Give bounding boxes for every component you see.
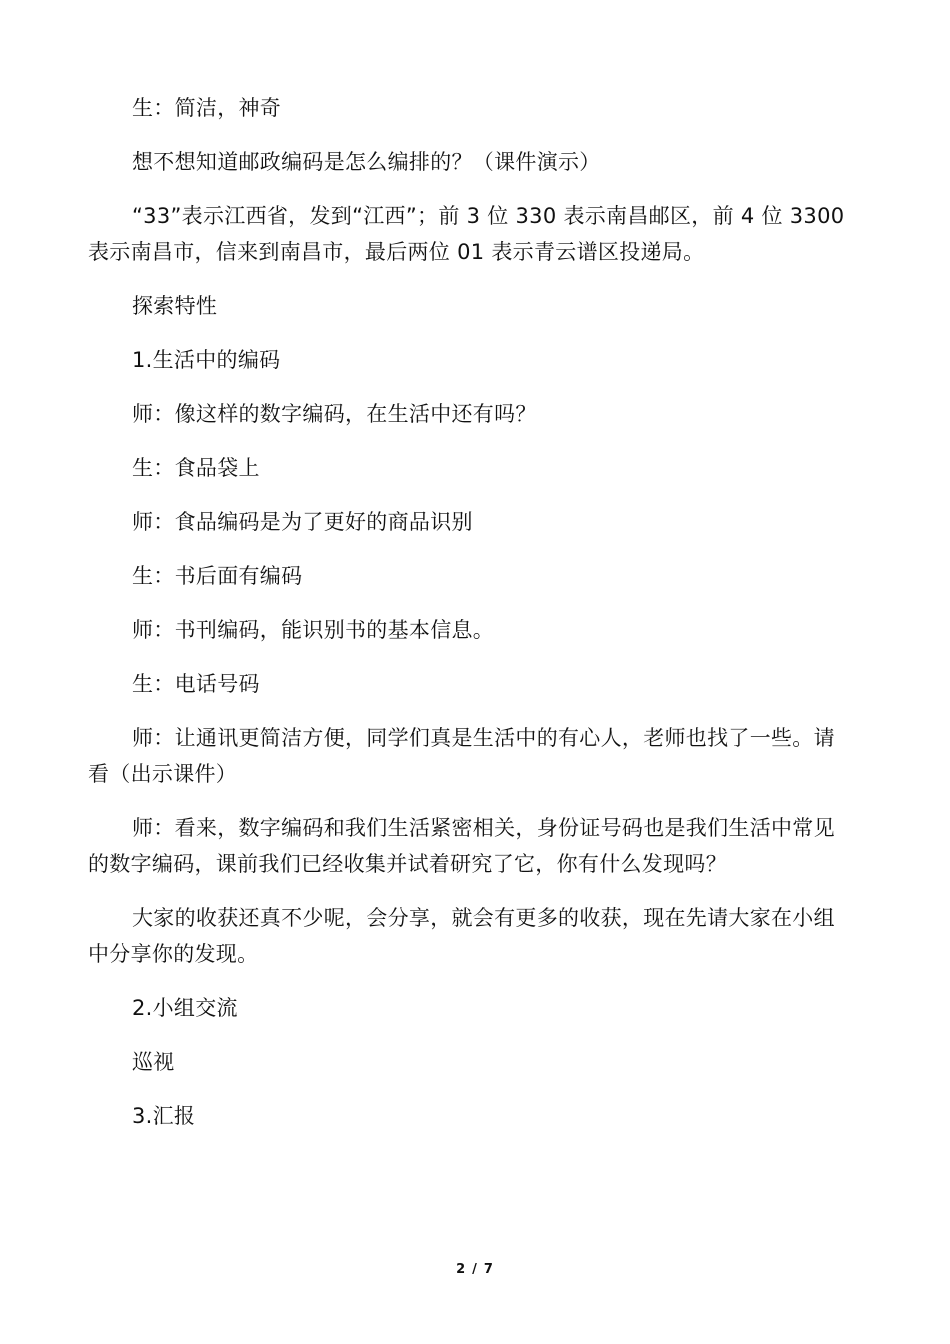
paragraph: “33”表示江西省，发到“江西”；前 3 位 330 表示南昌邮区，前 4 位 3300 表示南昌市，信来到南昌市，最后两位 01 表示青云谱区投递局。 <box>88 204 845 264</box>
paragraph: 师：让通讯更简洁方便，同学们真是生活中的有心人，老师也找了一些。请看（出示课件） <box>88 726 835 786</box>
paragraph: 生：简洁，神奇 <box>132 96 282 120</box>
section-heading: 探索特性 <box>132 294 218 318</box>
paragraph: 生：书后面有编码 <box>132 564 303 588</box>
paragraph: 师：食品编码是为了更好的商品识别 <box>132 510 473 534</box>
paragraph: 巡视 <box>132 1050 175 1074</box>
subsection-heading: 3.汇报 <box>132 1104 196 1128</box>
subsection-heading: 2.小组交流 <box>132 996 238 1020</box>
paragraph: 生：食品袋上 <box>132 456 260 480</box>
paragraph: 师：书刊编码，能识别书的基本信息。 <box>132 618 495 642</box>
page-number-separator: / <box>472 1262 478 1277</box>
paragraph: 师：看来，数字编码和我们生活紧密相关，身份证号码也是我们生活中常见的数字编码，课前我们已经收集并试着研究了它，你有什么发现吗？ <box>88 816 835 876</box>
paragraph: 想不想知道邮政编码是怎么编排的？（课件演示） <box>132 150 601 174</box>
subsection-heading: 1.生活中的编码 <box>132 348 281 372</box>
page-number-total: 7 <box>483 1262 494 1277</box>
document-body <box>88 88 856 1152</box>
paragraph: 大家的收获还真不少呢，会分享，就会有更多的收获，现在先请大家在小组中分享你的发现。 <box>88 906 835 966</box>
paragraph: 师：像这样的数字编码，在生活中还有吗？ <box>132 402 537 426</box>
page-number-current: 2 <box>456 1262 467 1277</box>
page-number <box>0 1262 950 1277</box>
paragraph: 生：电话号码 <box>132 672 260 696</box>
